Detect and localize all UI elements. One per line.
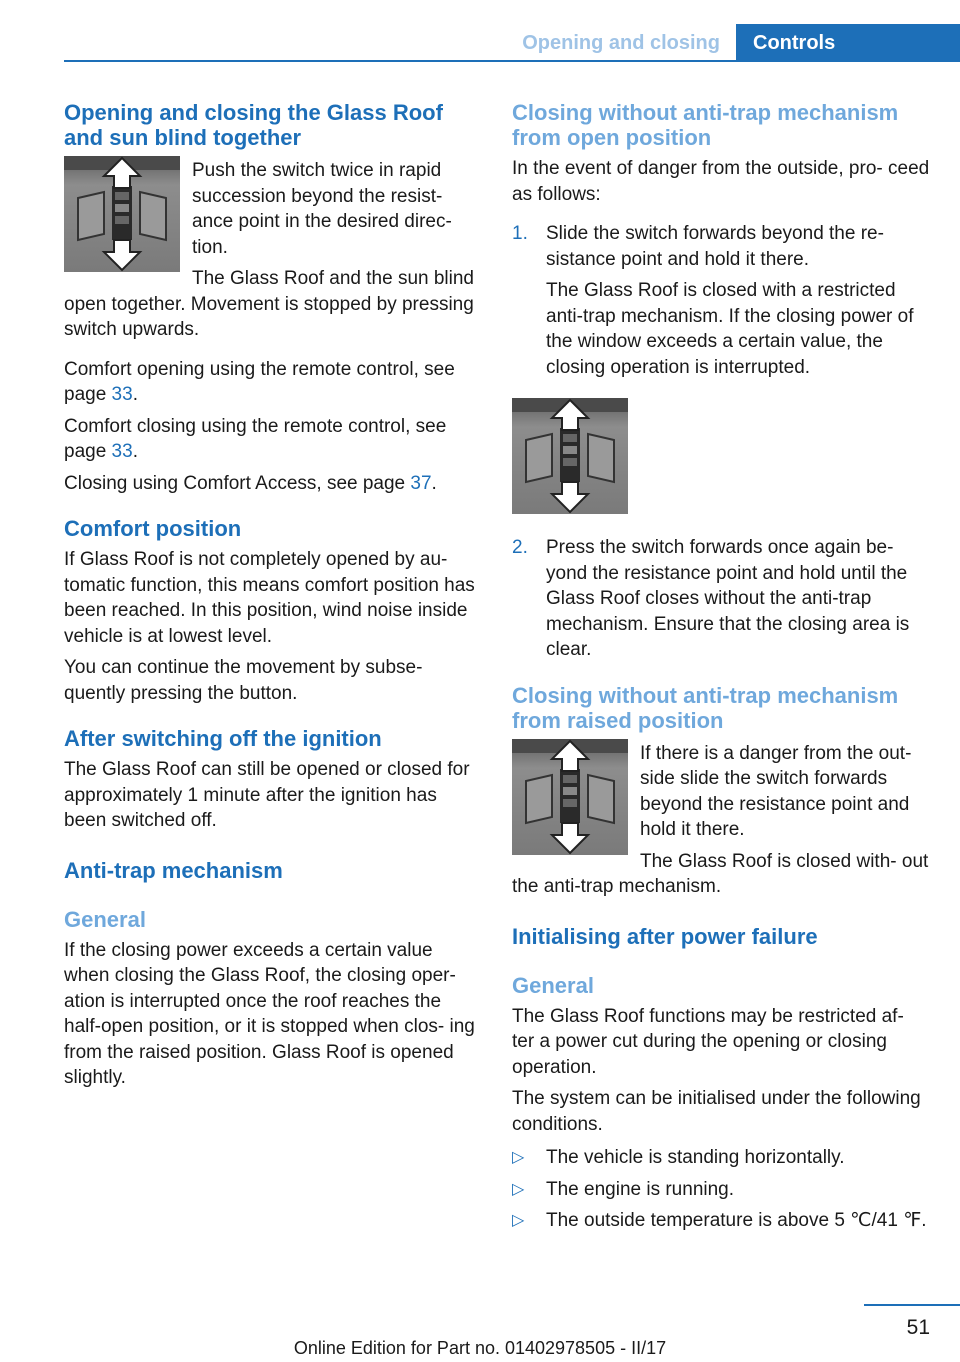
right-column: [512, 100, 930, 1234]
bullet-triangle-icon: ▷: [512, 1180, 525, 1198]
paragraph-open-together: The Glass Roof and the sun blind open together. Movement is stopped by pressing switch upwards.: [64, 268, 475, 340]
step-text: Slide the switch forwards beyond the re- sistance point and hold it there.: [546, 223, 884, 270]
list-item: [512, 221, 930, 380]
paragraph-general-right: The Glass Roof functions may be restricted af- ter a power cut during the opening or closing operation.: [512, 1005, 904, 1078]
header-rule: [64, 60, 960, 62]
bullet-triangle-icon: ▷: [512, 1212, 525, 1229]
bullet-triangle-icon: ▷: [512, 1149, 525, 1166]
heading-general-left: General: [64, 906, 146, 932]
footer-rule: [864, 1304, 960, 1306]
comfort-access-ref: Closing using Comfort Access, see page 37.: [64, 472, 437, 494]
page-link-37[interactable]: 37: [410, 472, 432, 494]
conditions-list: [512, 1145, 930, 1234]
header-tab-controls: Controls: [736, 24, 960, 60]
paragraph-push-switch: Push the switch twice in rapid succession beyond the resist- ance point in the desired direc- tion.: [192, 160, 452, 258]
step-number: 1.: [512, 223, 528, 244]
heading-open-close-together: Opening and closing the Glass Roof and sun blind together: [64, 100, 443, 150]
comfort-opening-ref: Comfort opening using the remote control, see page 33.: [64, 358, 455, 405]
condition-text: The engine is running.: [546, 1178, 735, 1200]
step-sub-text: The Glass Roof is closed with a restricted anti-trap mechanism. If the closing power of the window exceeds a certain value, the closing operation is interrupted.: [546, 280, 914, 378]
list-item: [512, 1177, 930, 1203]
paragraph-general-left: If the closing power exceeds a certain value when closing the Glass Roof, the closing oper- ation is interrupted once the roof reaches the half-open position, or it is stopped when clos- ing from the raised position. Glass Roof is opened slightly.: [64, 939, 475, 1088]
list-item: [512, 1208, 930, 1234]
left-column: [64, 100, 480, 1091]
heading-anti-trap: Anti-trap mechanism: [64, 857, 283, 883]
paragraph-raised-closed: The Glass Roof is closed with- out the anti-trap mechanism.: [512, 850, 929, 897]
list-item: [512, 1145, 930, 1171]
list-item: [512, 535, 930, 663]
comfort-closing-ref: Comfort closing using the remote control, see page 33.: [64, 415, 447, 462]
paragraph-danger: In the event of danger from the outside, pro- ceed as follows:: [512, 158, 930, 205]
header-section-title: Opening and closing: [522, 32, 720, 54]
footer-edition: Online Edition for Part no. 01402978505 - II/17: [293, 1338, 667, 1358]
roof-switch-illustration: [64, 156, 180, 272]
heading-general-right: General: [512, 972, 594, 998]
heading-after-ignition: After switching off the ignition: [64, 726, 382, 751]
step-text: Press the switch forwards once again be- yond the resistance point and hold until the Glass Roof closes without the anti-trap mechanism. Ensure that the closing area is clear.: [546, 537, 910, 660]
heading-initialising: Initialising after power failure: [512, 923, 818, 949]
roof-switch-illustration: [512, 398, 628, 514]
paragraph-system-conditions: The system can be initialised under the following conditions.: [512, 1088, 921, 1135]
roof-switch-illustration: [512, 739, 628, 855]
heading-closing-open-position: Closing without anti-trap mechanism from open position: [512, 100, 899, 150]
paragraph-after-ignition: The Glass Roof can still be opened or closed for approximately 1 minute after the ignition has been switched off.: [64, 759, 470, 831]
condition-text: The vehicle is standing horizontally.: [546, 1147, 845, 1168]
heading-closing-raised-position: Closing without anti-trap mechanism from raised position: [512, 682, 899, 733]
paragraph-continue-movement: You can continue the movement by subse- quently pressing the button.: [64, 657, 423, 704]
step-number: 2.: [512, 537, 528, 558]
page-link-33-open[interactable]: 33: [111, 384, 133, 405]
page-link-33-close[interactable]: 33: [111, 441, 133, 462]
condition-text: The outside temperature is above 5 ℃/41 ℉.: [546, 1210, 927, 1231]
page-number: 51: [906, 1316, 930, 1339]
heading-comfort-position: Comfort position: [64, 516, 242, 541]
steps-list: [512, 221, 930, 663]
paragraph-comfort-position: If Glass Roof is not completely opened by au- tomatic function, this means comfort position has been reached. In this position, wind noise inside vehicle is at lowest level.: [64, 549, 475, 647]
paragraph-raised-danger: If there is a danger from the out- side slide the switch forwards beyond the resistance point and hold it there.: [640, 742, 912, 840]
